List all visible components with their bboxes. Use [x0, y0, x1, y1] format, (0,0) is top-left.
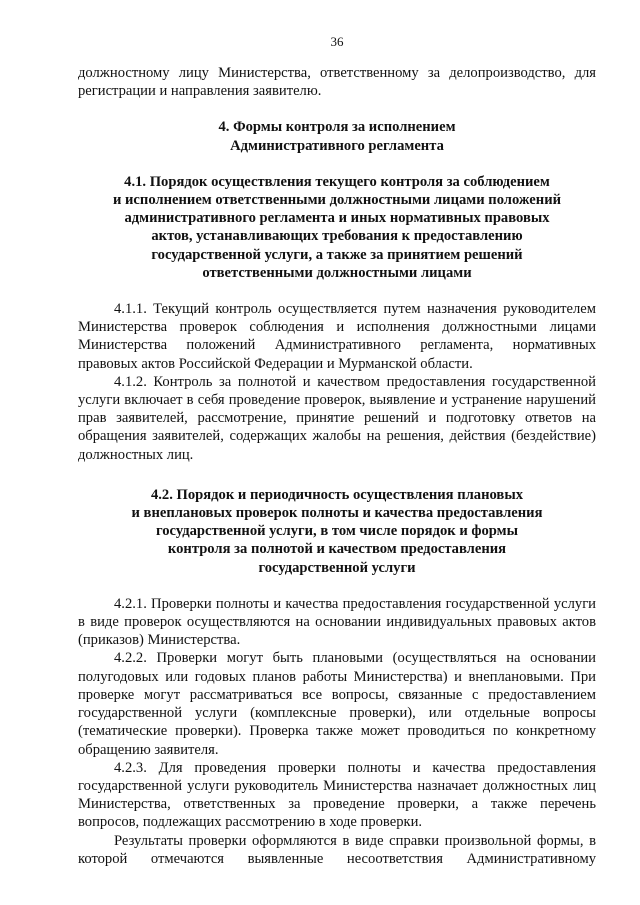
subsection-4-1-heading	[78, 173, 596, 282]
subsection-heading-line: государственной услуги, а также за принятием решений	[151, 246, 523, 263]
paragraph-4-2-2: 4.2.2. Проверки могут быть плановыми (осуществляться на основании полугодовых или годовых планов работы Министерства) и внеплановыми. При проверке могут рассматриваться все вопросы, связанные с предоставлением государственной услуги (комплексные проверки), или отдельные вопросы (тематические проверки). Проверка также может проводиться по конкретному обращению заявителя.	[78, 650, 596, 758]
subsection-heading-line: 4.1. Порядок осуществления текущего контроля за соблюдением	[124, 173, 550, 190]
subsection-heading-line: ответственными должностными лицами	[202, 264, 472, 281]
paragraph-results: Результаты проверки оформляются в виде справки произвольной формы, в которой отмечаются выявленные несоответствия Административному	[78, 832, 596, 867]
page-number: 36	[330, 34, 344, 49]
subsection-4-2-heading	[78, 486, 596, 577]
subsection-heading-line: государственной услуги	[258, 559, 416, 576]
section-heading-line: 4. Формы контроля за исполнением	[218, 119, 456, 136]
section-heading	[78, 118, 596, 154]
paragraph-4-1-1: 4.1.1. Текущий контроль осуществляется путем назначения руководителем Министерства проверок соблюдения и исполнения должностными лицами Министерства положений Административного регламента, нормативных правовых актов Российской Федерации и Мурманской области.	[78, 301, 596, 372]
subsection-heading-line: государственной услуги, в том числе порядок и формы	[155, 523, 518, 540]
intro-paragraph: должностному лицу Министерства, ответственному за делопроизводство, для регистрации и направления заявителю.	[78, 65, 596, 100]
subsection-heading-line: контроля за полнотой и качеством предоставления	[167, 541, 507, 558]
paragraph-4-2-3: 4.2.3. Для проведения проверки полноты и качества предоставления государственной услуги руководитель Министерства назначает должностных лиц Министерства, ответственных за проведение проверки, а также перечень вопросов, подлежащих рассмотрению в ходе проверки.	[78, 759, 596, 831]
subsection-heading-line: и внеплановых проверок полноты и качества предоставления	[131, 505, 543, 522]
section-heading-line: Административного регламента	[230, 137, 444, 154]
paragraph-4-1-2: 4.1.2. Контроль за полнотой и качеством предоставления государственной услуги включает в себя проведение проверок, выявление и устранение нарушений прав заявителей, рассмотрение, принятие решений и подготовку ответов на обращения заявителей, содержащих жалобы на решения, действия (бездействие) должностных лиц.	[78, 373, 596, 463]
subsection-heading-line: актов, устанавливающих требования к предоставлению	[151, 228, 523, 245]
subsection-heading-line: административного регламента и иных нормативных правовых	[124, 210, 550, 227]
subsection-heading-line: 4.2. Порядок и периодичность осуществления плановых	[150, 486, 524, 503]
paragraph-4-2-1: 4.2.1. Проверки полноты и качества предоставления государственной услуги в виде проверок осуществляются на основании индивидуальных правовых актов (приказов) Министерства.	[78, 595, 596, 649]
subsection-heading-line: и исполнением ответственными должностными лицами положений	[112, 192, 562, 209]
